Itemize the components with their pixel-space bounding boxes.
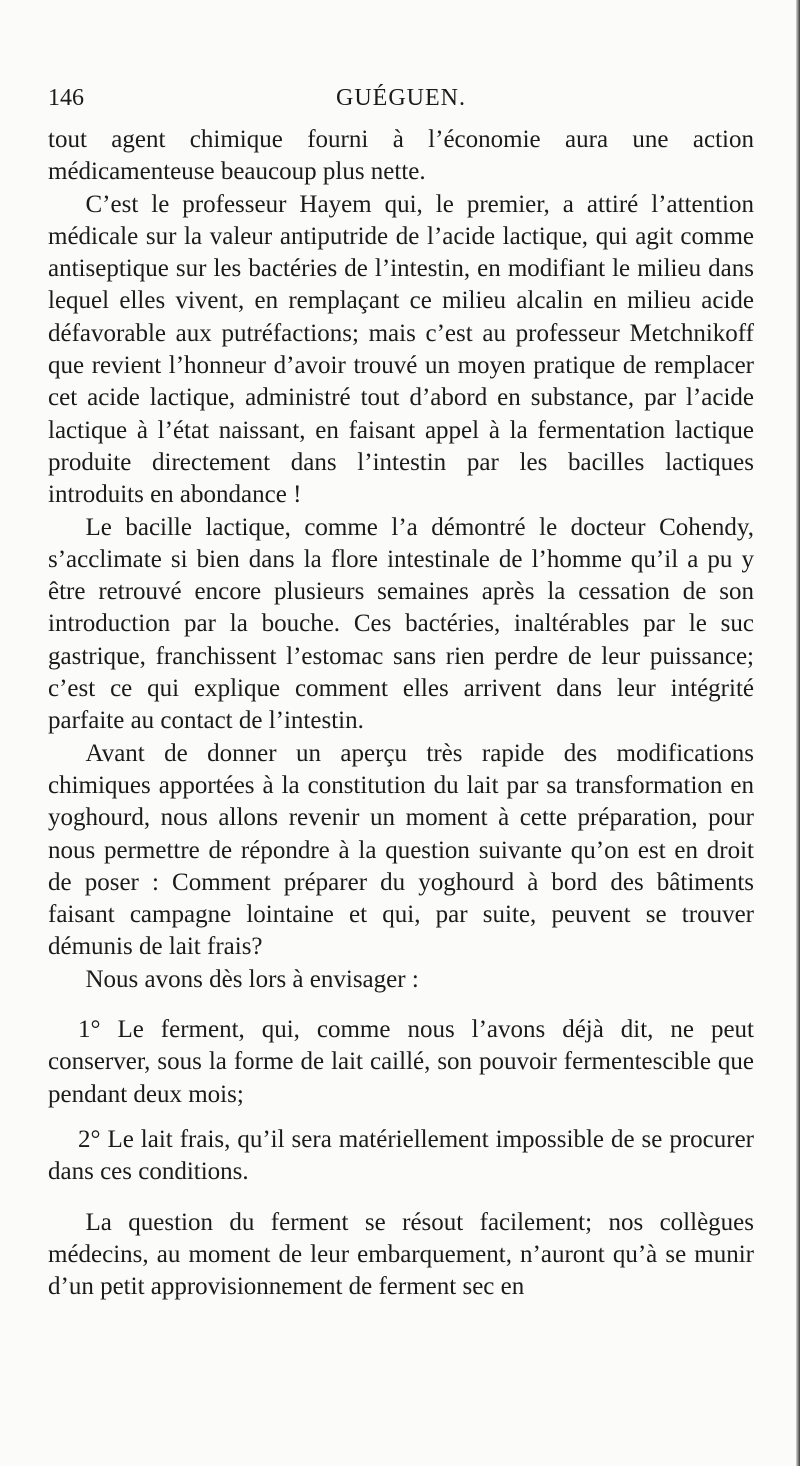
paragraph-continuation: tout agent chimique fourni à l’économie aura une action médicamenteuse beaucoup plus nette. [48, 126, 754, 186]
page-edge-shadow [796, 0, 800, 1466]
paragraph-hayem: C’est le professeur Hayem qui, le premier, a attiré l’attention médicale sur la valeur antiputride de l’acide lactique, qui agit comme antiseptique sur les bactéries de l’intestin, en modifiant le milieu dans lequel elles vivent, en remplaçant ce milieu alcalin en milieu acide défavorable aux putréfactions; mais c’est au professeur Metchnikoff que revient l’honneur d’avoir trouvé un moyen pratique de remplacer cet acide lactique, administré tout d’abord en substance, par l’acide lactique à l’état naissant, en faisant appel à la fermentation lactique produite directement dans l’intestin par les bacilles lactiques introduits en abondance ! [48, 190, 754, 509]
paragraph-preparation: Avant de donner un aperçu très rapide des modifications chimiques apportées à la constitution du lait par sa transformation en yoghourd, nous allons revenir un moment à cette préparation, pour nous permettre de répondre à la question suivante qu’on est en droit de poser : Comment préparer du yoghourd à bord des bâtiments faisant campagne lointaine et qui, par suite, peuvent se trouver démunis de lait frais? [48, 739, 754, 961]
page-number: 146 [48, 85, 84, 111]
running-head [48, 78, 754, 118]
paragraph-envisager: Nous avons dès lors à envisager : [85, 965, 419, 993]
body-text [48, 124, 754, 1303]
paragraph-bacille-lactique: Le bacille lactique, comme l’a démontré le docteur Cohendy, s’acclimate si bien dans la flore intestinale de l’homme qu’il a pu y être retrouvé encore plusieurs semaines après la cessation de son introduction par la bouche. Ces bactéries, inaltérables par le suc gastrique, franchissent l’estomac sans rien perdre de leur puissance; c’est ce qui explique comment elles arrivent dans leur intégrité parfaite au contact de l’intestin. [48, 513, 754, 735]
list-item-ferment: 1° Le ferment, qui, comme nous l’avons déjà dit, ne peut conserver, sous la forme de lait caillé, son pouvoir fermentescible que pendant deux mois; [48, 1016, 754, 1108]
list-item-lait-frais: 2° Le lait frais, qu’il sera matériellement impossible de se procurer dans ces conditions. [48, 1125, 754, 1186]
paragraph-question-ferment: La question du ferment se résout facilement; nos collègues médecins, au moment de leur embarquement, n’auront qu’à se munir d’un petit approvisionnement de ferment sec en [48, 1208, 754, 1301]
running-title: GUÉGUEN. [336, 85, 466, 111]
